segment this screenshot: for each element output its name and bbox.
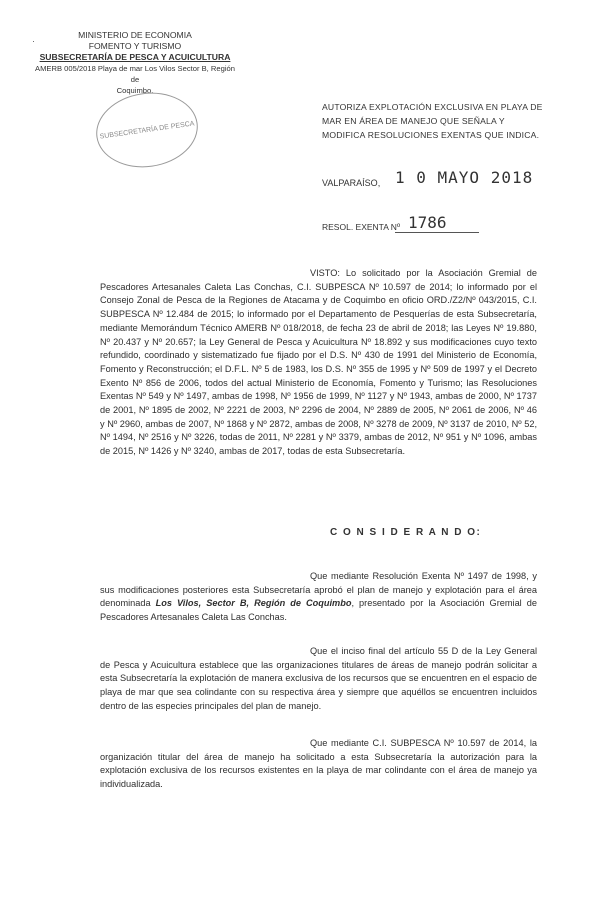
resolution-number: 1786 <box>408 213 447 232</box>
resolution-underline <box>395 232 479 233</box>
stamp-text: SUBSECRETARÍA DE PESCA <box>99 119 195 141</box>
resolution-subject: AUTORIZA EXPLOTACIÓN EXCLUSIVA EN PLAYA DE MAR EN ÁREA DE MANEJO QUE SEÑALA Y MODIFICA RESOLUCIONES EXENTAS QUE INDICA. <box>322 102 543 140</box>
ministry-subline: FOMENTO Y TURISMO <box>88 41 182 51</box>
considering-paragraph-2 <box>100 645 537 714</box>
corner-mark: · <box>32 36 35 46</box>
considerando-heading: C O N S I D E R A N D O: <box>330 527 482 538</box>
p3-text: Que mediante C.I. SUBPESCA Nº 10.597 de 2014, la organización titular del área de manejo ha solicitado a esta Subsecretaría la autorización para la explotación exclusiva de los recursos existentes en la playa de mar colindante con el área de manejo ya individualizada. <box>100 738 537 790</box>
p1-text-a: Que mediante Resolución Exenta Nº 1497 de 1998, y sus modificaciones posteriores esta Subsecretaría aprobó el plan de manejo y explotación para el área denominada <box>100 571 537 609</box>
visto-text: VISTO: Lo solicitado por la Asociación Gremial de Pescadores Artesanales Caleta Las Conchas, C.I. SUBPESCA Nº 10.597 de 2014; lo informado por el Consejo Zonal de Pesca de la Regiones de Atacama y de Coquimbo en oficio ORD./Z2/Nº 043/2015, C.I. SUBPESCA Nº 12.484 de 2015; lo informado por el Departamento de Pesquerías de esta Subsecretaría, mediante Memorándum Técnico AMERB Nº 018/2018, de fecha 23 de abril de 2018; las Leyes Nº 19.880, Nº 20.437 y Nº 20.657; la Ley General de Pesca y Acuicultura Nº 18.892 y sus modificaciones cuyo texto refundido, coordinado y sistematizado fue fijado por el D.S. Nº 430 de 1991 del Ministerio de Economía, Fomento y Reconstrucción; el D.F.L. Nº 5 de 1983, los D.S. Nº 355 de 1995 y Nº 509 de 1997 y el Decreto Exento Nº 856 de 2006, todos del actual Ministerio de Economía, Fomento y Turismo; las Resoluciones Exentas Nº 549 y Nº 1497, ambas de 1998, Nº 1956 de 1999, Nº 1127 y Nº 1943, ambas de 2000, Nº 1737 de 2001, Nº 1895 de 2002, Nº 2221 de 2003, Nº 2296 de 2004, Nº 2889 de 2005, Nº 2061 de 2006, Nº 46 y Nº 2960, ambas de 2007, Nº 1868 y Nº 2872, ambas de 2008, Nº 3278 de 2009, Nº 3137 de 2010, Nº 52, Nº 1494, Nº 2516 y Nº 3226, todas de 2011, Nº 2281 y Nº 3379, ambas de 2012, Nº 951 y Nº 1096, ambas de 2015, Nº 1426 y Nº 3240, ambas de 2017, todas de esta Subsecretaría. <box>100 268 537 457</box>
p2-text: Que el inciso final del artículo 55 D de la Ley General de Pesca y Acuicultura establece que las organizaciones titulares de áreas de manejo podrán solicitar a esta Subsecretaría la explotación de manera exclusiva de los recursos que se encuentren en el espacio de playa de mar que sea colindante con su respectiva área y siempre que aquéllos se encuentren incluidos dentro de las especies principales del plan de manejo. <box>100 646 537 711</box>
p1-area-name: Los Vilos, Sector B, Región de Coquimbo <box>155 598 352 609</box>
amerb-reference-cont: Coquimbo. <box>116 86 154 95</box>
considering-paragraph-3 <box>100 737 537 792</box>
p1-text-b: , presentado por la Asociación Gremial de Pescadores Artesanales Caleta Las Conchas. <box>100 598 537 623</box>
place-label: VALPARAÍSO, <box>322 178 381 188</box>
considering-paragraph-1 <box>100 570 537 625</box>
resolution-label: RESOL. EXENTA Nº <box>322 222 401 232</box>
official-stamp <box>91 86 202 173</box>
ministry-line: MINISTERIO DE ECONOMIA <box>78 30 192 40</box>
undersecretariat-line: SUBSECRETARÍA DE PESCA Y ACUICULTURA <box>39 52 231 62</box>
visto-paragraph <box>100 267 537 459</box>
resolution-date: 1 0 MAYO 2018 <box>395 168 534 187</box>
letterhead <box>30 30 240 96</box>
amerb-reference: AMERB 005/2018 Playa de mar Los Vilos Sector B, Región de <box>35 64 235 84</box>
